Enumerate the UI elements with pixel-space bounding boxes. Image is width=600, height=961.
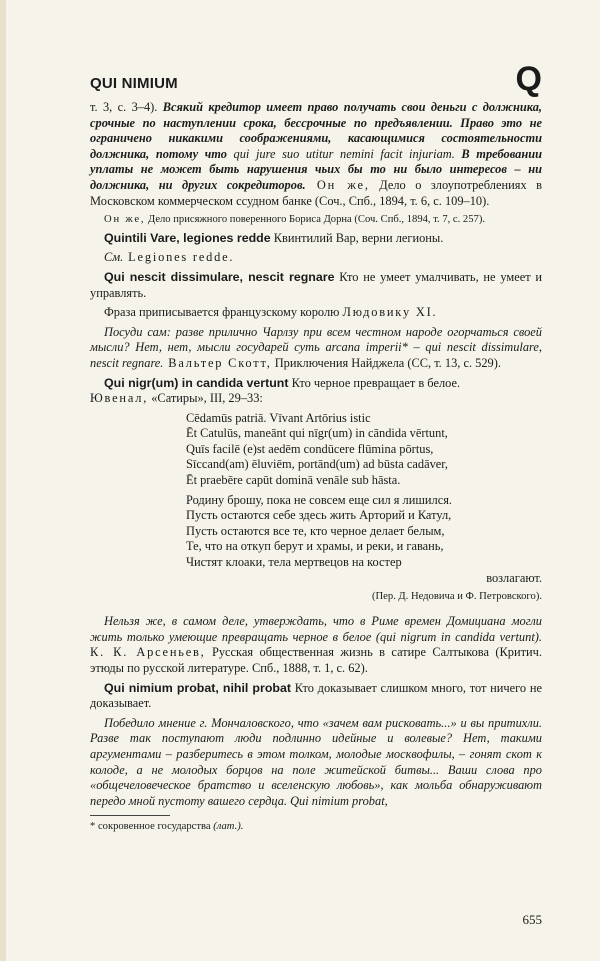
quote: Победило мнение г. Мончаловского, что «зачем вам рисковать...» и вы притихли. Разве так поступают люди подлинно идейные и волевые? Нет, такими аргументами – разберитесь в этом толком, молодые москвофилы, – гонят скот к колоде, а не молодых борцов на поле житейской битвы... Ваши слова про «общечеловеческое братство и вселенскую любовь», как мольба обнаруживают передо мной пустоту вашего сердца. Qui nimium probat,	[90, 715, 542, 808]
verse-line: Quīs facilē (e)st aedēm condūcere flūmina pōrtus,	[186, 441, 434, 456]
entry-note	[90, 305, 542, 321]
verse-line: Те, что на откуп берут и храмы, и реки, и гавань,	[186, 539, 444, 554]
footnote-label: (лат.).	[213, 821, 244, 833]
source: Приключения Найджела (СС, т. 13, с. 529).	[271, 355, 501, 370]
source: Дело о злоупотреблениях в Московском коммерческом ссудном банке (Соч., Спб., 1894, т. 6, с. 109–10).	[90, 177, 542, 208]
note: Фраза приписывается французскому королю	[104, 305, 343, 320]
translation: Кто черное превращает в белое.	[288, 375, 461, 390]
entry-quintili-vare	[90, 231, 542, 247]
author: Вальтер Скотт,	[163, 355, 272, 370]
running-head-title: QUI NIMIUM	[90, 75, 178, 92]
page-number: 655	[522, 912, 542, 927]
verse-line: Ēt Catulūs, maneānt qui nīgr(um) in cāndida vērtunt,	[186, 426, 448, 441]
verse-line: Cēdamūs patriā. Vīvant Artōrius istic	[186, 410, 371, 425]
quote: Нельзя же, в самом деле, утверждать, что в Риме времен Домициана могли жить только умеющие превращать черное в белое (qui nigrum in candida vertunt).	[90, 614, 542, 644]
citation-paragraph	[90, 213, 542, 227]
verse-line: Чистят клоаки, тела мертвецов на костер	[186, 555, 402, 570]
author: К. К. Арсеньев,	[90, 645, 206, 660]
author: Он же,	[305, 177, 370, 192]
source: Дело присяжного поверенного Бориса Дорна (Соч. Спб., 1894, т. 7, с. 257).	[145, 214, 485, 226]
text: т. 3, с. 3–4).	[90, 100, 163, 114]
verse-line-end: возлагают.	[486, 570, 542, 585]
translation: Кто не умеет умалчивать, не умеет и управлять.	[90, 269, 543, 300]
footnote-marker: *	[90, 821, 96, 833]
verse-line: Родину брошу, пока не совсем еще сил я лишился.	[186, 492, 453, 507]
note-name: Людовику XI.	[342, 305, 438, 320]
entry-qui-nescit	[90, 270, 542, 301]
verse-line: Ēt praebēre capūt dominā venāle sub hāsta.	[186, 473, 401, 488]
entry-quote	[90, 325, 542, 372]
entry-quote	[90, 716, 542, 810]
running-head	[90, 62, 542, 96]
translator-credit: (Пер. Д. Недовича и Ф. Петровского).	[371, 591, 542, 603]
translation: Кто доказывает слишком много, тот ничего не доказывает.	[90, 680, 542, 711]
entry-qui-nigrum	[90, 376, 542, 407]
verse-line: Sīccand(am) ēluviēm, portānd(um) ad būsta cadāver,	[186, 457, 449, 472]
footnote-text: сокровенное государства	[95, 821, 211, 833]
latin-verse	[186, 411, 542, 587]
author: Ювенал,	[90, 391, 149, 406]
footnote-divider	[90, 815, 170, 816]
author: Он же,	[104, 214, 146, 226]
headword: Quintili Vare, legiones redde	[104, 230, 271, 245]
verse-line: Пусть остаются все те, кто черное делает белым,	[186, 523, 445, 538]
continuation-paragraph	[90, 100, 542, 209]
latin-phrase: qui jure suo utitur nemini facit injuriam.	[233, 146, 455, 161]
russian-verse	[186, 493, 542, 587]
cross-reference	[90, 250, 542, 266]
headword: Qui nescit dissimulare, nescit regnare	[104, 269, 335, 284]
quote: Всякий кредитор имеет право получать свои деньги с должника, срочные по наступлении срока, бессрочные по предъявлении. Право это не ограничено никакими соображениями, касающимися состоятельности должника, потому что	[90, 100, 543, 161]
footnote	[90, 820, 542, 833]
source: Русская общественная жизнь в сатире Салтыкова (Критич. этюды по русской литературе. Спб., 1888, т. 1, с. 62).	[90, 645, 542, 675]
headword: Qui nigr(um) in candida vertunt	[104, 375, 289, 390]
verse-line: Пусть остаются себе здесь жить Арторий и Катул,	[186, 508, 452, 523]
see-label: См.	[104, 250, 124, 265]
translation: Квинтилий Вар, верни легионы.	[270, 230, 444, 245]
entry-qui-nimium	[90, 681, 542, 712]
source: «Сатиры», III, 29–33:	[148, 391, 263, 406]
see-target: Legiones redde.	[123, 250, 235, 265]
headword: Qui nimium probat, nihil probat	[104, 680, 291, 695]
quote: В требовании уплаты не может быть нарушения чьих бы то ни было интересов – ни должника, ни других сокредиторов.	[90, 146, 542, 192]
entry-quote	[90, 614, 542, 676]
section-letter: Q	[515, 60, 542, 98]
quote: Посуди сам: разве прилично Чарлзу при всем честном народе огорчаться своей мысли? Нет, нет, мысли государей суть arcana imperii* – qui nescit dissimulare, nescit regnare.	[90, 324, 542, 370]
